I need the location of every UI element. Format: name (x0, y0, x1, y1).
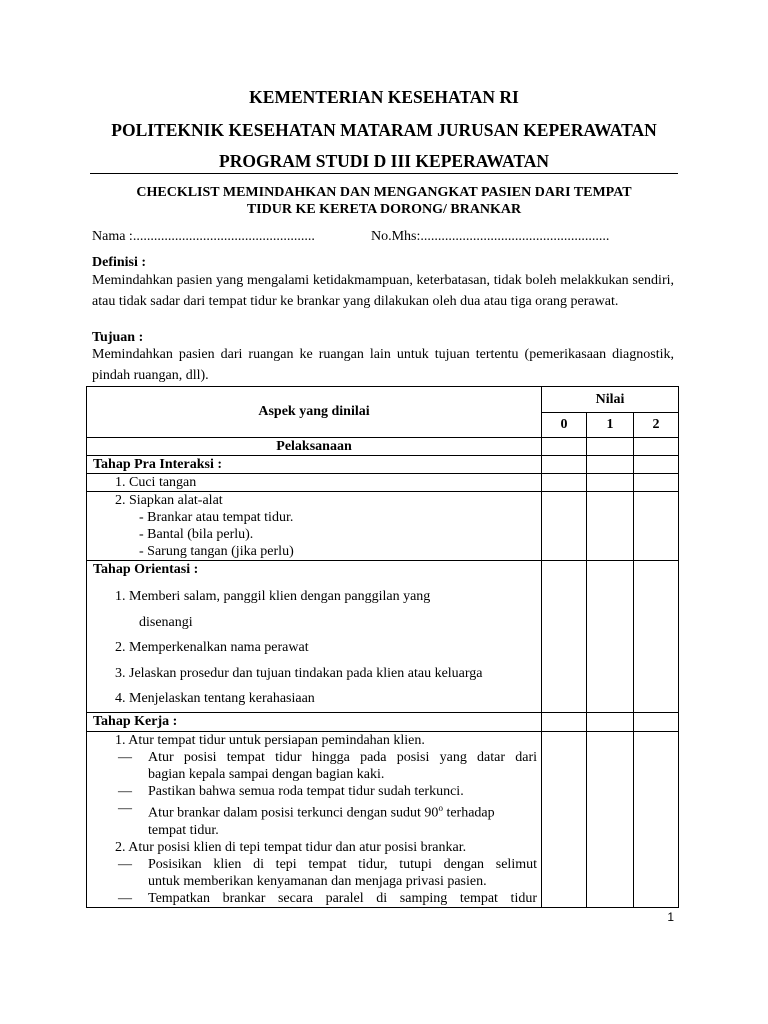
orientasi-item-1: 1. Memberi salam, panggil klien dengan panggilan yang (115, 589, 431, 604)
score-cell[interactable] (587, 732, 634, 908)
score-cell[interactable] (634, 561, 679, 713)
score-2-header: 2 (634, 413, 679, 438)
kerja-item-2: 2. Atur posisi klien di tepi tempat tidur dan atur posisi brankar. (115, 839, 467, 855)
pra-interaksi-label: Tahap Pra Interaksi : (93, 457, 223, 472)
score-cell[interactable] (542, 561, 587, 713)
orientasi-label: Tahap Orientasi : (93, 562, 199, 577)
pra-interaksi-sub-2: - Bantal (bila perlu). (139, 527, 254, 542)
nilai-header: Nilai (542, 387, 679, 413)
orientasi-item-4: 4. Menjelaskan tentang kerahasiaan (115, 691, 315, 706)
definisi-text: Memindahkan pasien yang mengalami ketidakmampuan, keterbatasan, tidak boleh melakkukan sendiri, atau tidak sadar dari tempat tidur ke brankar yang dilakukan oleh dua atau tiga orang perawat. (92, 273, 674, 309)
score-cell[interactable] (587, 561, 634, 713)
score-cell[interactable] (587, 492, 634, 561)
score-cell[interactable] (587, 474, 634, 492)
pelaksanaan-heading: Pelaksanaan (87, 438, 542, 456)
ministry-heading: KEMENTERIAN KESEHATAN RI (249, 87, 519, 107)
nomhs-field: No.Mhs:...................................................... (371, 229, 610, 244)
score-cell[interactable] (587, 456, 634, 474)
orientasi-item-2: 2. Memperkenalkan nama perawat (115, 640, 309, 655)
kerja-step-brankar-angle-cont: tempat tidur. (148, 822, 219, 838)
score-cell[interactable] (634, 474, 679, 492)
checklist-table (86, 386, 679, 908)
score-cell[interactable] (542, 438, 587, 456)
score-cell[interactable] (634, 456, 679, 474)
kerja-step-position-client: — Posisikan klien di tepi tempat tidur, tutupi dengan selimut (118, 856, 537, 872)
orientasi-item-1-cont: disenangi (139, 614, 193, 630)
score-cell[interactable] (634, 713, 679, 732)
score-0-header: 0 (542, 413, 587, 438)
score-cell[interactable] (587, 713, 634, 732)
score-1-header: 1 (587, 413, 634, 438)
kerja-step-position-client-cont: untuk memberikan kenyamanan dan menjaga privasi pasien. (148, 873, 487, 889)
score-cell[interactable] (542, 492, 587, 561)
orientasi-item-3: 3. Jelaskan prosedur dan tujuan tindakan pada klien atau keluarga (115, 665, 483, 681)
kerja-step-flat-bed: — Atur posisi tempat tidur hingga pada posisi yang datar dari (118, 750, 537, 765)
score-cell[interactable] (634, 438, 679, 456)
header-divider (90, 173, 678, 174)
score-cell[interactable] (587, 438, 634, 456)
score-cell[interactable] (542, 474, 587, 492)
kerja-item-1: 1. Atur tempat tidur untuk persiapan pemindahan klien. (115, 733, 425, 748)
pra-interaksi-item-1: 1. Cuci tangan (115, 475, 197, 490)
nama-field: Nama :.................................................... (92, 229, 315, 244)
aspek-header: Aspek yang dinilai (87, 387, 542, 438)
institution-heading: POLITEKNIK KESEHATAN MATARAM JURUSAN KEPERAWATAN (111, 120, 657, 140)
tujuan-label: Tujuan : (92, 330, 144, 345)
checklist-title-line1: CHECKLIST MEMINDAHKAN DAN MENGANGKAT PASIEN DARI TEMPAT (136, 185, 632, 200)
checklist-title (90, 184, 678, 218)
pra-interaksi-item-2: 2. Siapkan alat-alat (115, 493, 223, 508)
pra-interaksi-sub-1: - Brankar atau tempat tidur. (139, 510, 294, 525)
pra-interaksi-sub-3: - Sarung tangan (jika perlu) (139, 544, 294, 559)
score-cell[interactable] (634, 492, 679, 561)
tujuan-text: Memindahkan pasien dari ruangan ke ruangan lain untuk tujuan tertentu (pemerikasaan diagnostik, pindah ruangan, dll). (92, 347, 674, 383)
definisi-label: Definisi : (92, 255, 147, 270)
kerja-step-place-brankar: — Tempatkan brankar secara paralel di samping tempat tidur (118, 890, 537, 906)
score-cell[interactable] (634, 732, 679, 908)
kerja-step-flat-bed-cont: bagian kepala sampai dengan bagian kaki. (148, 767, 385, 782)
kerja-step-lock-wheels: — Pastikan bahwa semua roda tempat tidur sudah terkunci. (118, 784, 464, 799)
program-heading: PROGRAM STUDI D III KEPERAWATAN (219, 151, 549, 171)
page-number: 1 (667, 910, 674, 924)
score-cell[interactable] (542, 456, 587, 474)
kerja-step-brankar-angle: — Atur brankar dalam posisi terkunci dengan sudut 90$^o$ terhadap (118, 801, 495, 821)
kerja-label: Tahap Kerja : (93, 714, 178, 729)
score-cell[interactable] (542, 732, 587, 908)
score-cell[interactable] (542, 713, 587, 732)
checklist-title-line2: TIDUR KE KERETA DORONG/ BRANKAR (246, 202, 522, 217)
